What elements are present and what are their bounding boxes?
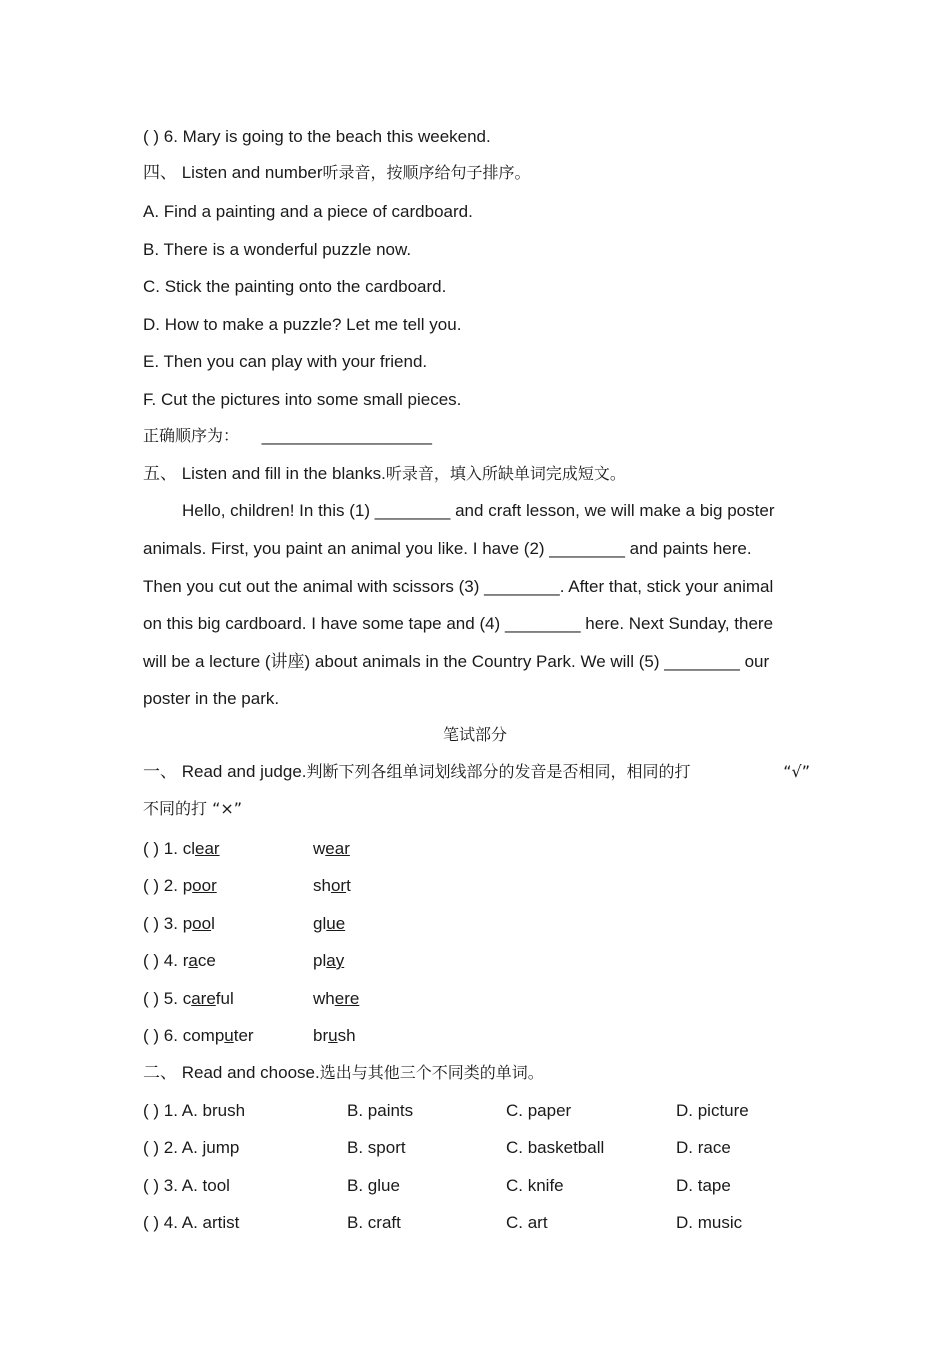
answer-label: 正确顺序为： [143, 426, 240, 445]
choice-question: ( ) 1. A. brush [143, 1101, 246, 1120]
judge-row [143, 1025, 356, 1047]
choice-c: C. paper [506, 1101, 572, 1120]
judge-row [143, 913, 346, 935]
choice-b: B. glue [347, 1176, 400, 1195]
choose-row [143, 1137, 810, 1159]
answer-blank[interactable]: __________________ [261, 426, 432, 445]
written2-heading-cn: 选出与其他三个不同类的单词。 [319, 1063, 544, 1082]
word-2: play [313, 951, 345, 970]
choose-row [143, 1100, 810, 1122]
passage-line-6: poster in the park. [143, 689, 280, 708]
choice-b: B. sport [347, 1138, 406, 1157]
choose-row [143, 1212, 810, 1234]
choice-question: ( ) 3. A. tool [143, 1176, 230, 1195]
judge-row [143, 950, 345, 972]
choice-d: D. picture [676, 1101, 749, 1120]
choice-d: D. music [676, 1213, 743, 1232]
item-number: 6. [163, 1026, 178, 1045]
section4-item-a: A. Find a painting and a piece of cardboard. [143, 202, 473, 221]
written1-mark-right: “√” [783, 762, 810, 781]
choose-row [143, 1175, 810, 1197]
choice-question: ( ) 2. A. jump [143, 1138, 240, 1157]
item-number: 5. [163, 989, 178, 1008]
section4-heading [143, 162, 531, 184]
choice-d: D. race [676, 1138, 731, 1157]
section4-heading-cn: 听录音，按顺序给句子排序。 [322, 163, 531, 182]
answer-paren[interactable]: ( ) [143, 914, 160, 933]
answer-paren[interactable]: ( ) [143, 951, 160, 970]
section5-heading-en: 五、 Listen and fill in the blanks. [143, 464, 386, 483]
answer-paren[interactable]: ( ) [143, 1026, 160, 1045]
word-1: pool [182, 914, 215, 933]
item-number: 3. [163, 914, 178, 933]
answer-paren[interactable]: ( ) [143, 839, 160, 858]
word-2: where [313, 989, 360, 1008]
written2-heading-en: 二、 Read and choose. [143, 1063, 320, 1082]
judge-row [143, 875, 351, 897]
item-number: 2. [163, 876, 178, 895]
choice-c: C. art [506, 1213, 548, 1232]
choice-c: C. basketball [506, 1138, 605, 1157]
section4-item-f: F. Cut the pictures into some small pieces. [143, 390, 462, 409]
written2-heading [143, 1062, 544, 1084]
item-number: 4. [163, 951, 178, 970]
section5-heading-cn: 听录音，填入所缺单词完成短文。 [385, 464, 626, 483]
written1-heading-cn: 判断下列各组单词划线部分的发音是否相同，相同的打 [306, 762, 691, 781]
passage-line-2: animals. First, you paint an animal you like. I have (2) ________ and paints here. [143, 539, 752, 558]
choice-c: C. knife [506, 1176, 564, 1195]
section4-item-e: E. Then you can play with your friend. [143, 352, 428, 371]
listening-item-6: ( ) 6. Mary is going to the beach this weekend. [143, 127, 491, 146]
passage-line-4: on this big cardboard. I have some tape and (4) ________ here. Next Sunday, there [143, 614, 774, 633]
choice-d: D. tape [676, 1176, 731, 1195]
written1-heading-en: 一、 Read and judge. [143, 762, 307, 781]
section4-item-b: B. There is a wonderful puzzle now. [143, 240, 412, 259]
section4-answer [143, 425, 432, 447]
choice-b: B. craft [347, 1213, 401, 1232]
written1-heading [143, 761, 810, 783]
word-1: clear [182, 839, 220, 858]
choice-question: ( ) 4. A. artist [143, 1213, 240, 1232]
word-2: glue [313, 914, 346, 933]
section5-heading [143, 463, 626, 485]
section4-item-d: D. How to make a puzzle? Let me tell you. [143, 315, 462, 334]
word-1: careful [182, 989, 234, 1008]
passage-line-5: will be a lecture (讲座) about animals in the Country Park. We will (5) ________ our [143, 652, 770, 671]
word-2: wear [313, 839, 350, 858]
word-1: race [182, 951, 216, 970]
judge-row [143, 988, 360, 1010]
judge-row [143, 838, 350, 860]
written-section-title: 笔试部分 [442, 725, 507, 744]
written1-heading-line2: 不同的打 “×” [143, 799, 243, 818]
answer-paren[interactable]: ( ) [143, 876, 160, 895]
choice-b: B. paints [347, 1101, 414, 1120]
word-2: brush [313, 1026, 356, 1045]
answer-paren[interactable]: ( ) [143, 989, 160, 1008]
word-1: computer [182, 1026, 254, 1045]
word-1: poor [182, 876, 217, 895]
section4-heading-en: 四、 Listen and number [143, 163, 323, 182]
section4-item-c: C. Stick the painting onto the cardboard. [143, 277, 447, 296]
passage-line-1: Hello, children! In this (1) ________ and craft lesson, we will make a big poster [182, 501, 775, 520]
item-number: 1. [163, 839, 178, 858]
passage-line-3: Then you cut out the animal with scissors (3) ________. After that, stick your animal [143, 577, 774, 596]
word-2: short [313, 876, 351, 895]
